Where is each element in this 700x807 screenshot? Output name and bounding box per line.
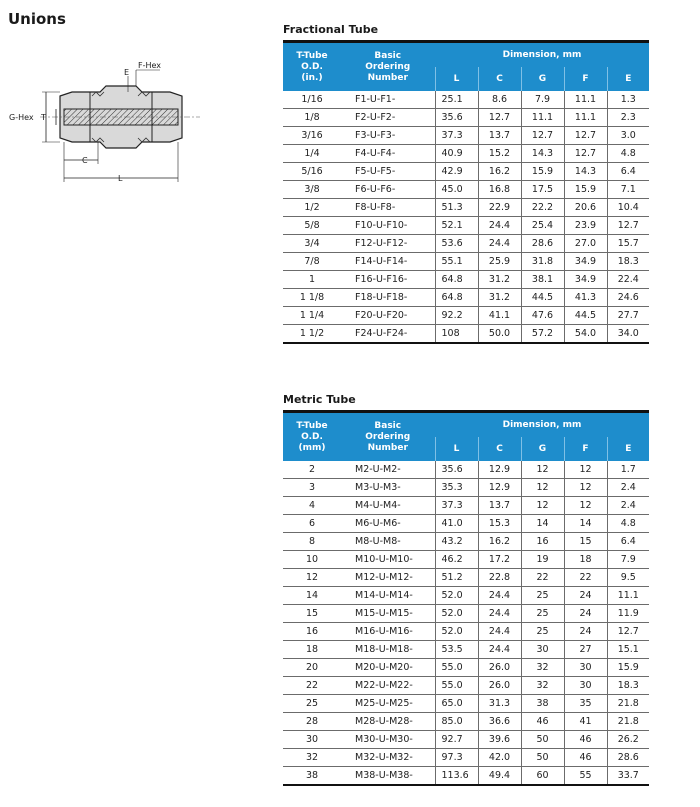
cell-ordering-number: M22-U-M22- xyxy=(341,677,435,695)
cell-dimension: 14 xyxy=(564,515,607,533)
cell-dimension: 50 xyxy=(521,749,564,767)
cell-ordering-number: F14-U-F14- xyxy=(341,253,435,271)
table-row xyxy=(283,461,649,479)
cell-dimension: 55.1 xyxy=(435,253,478,271)
metric-table-body xyxy=(283,461,649,785)
cell-ordering-number: M38-U-M38- xyxy=(341,767,435,786)
table-row xyxy=(283,497,649,515)
table-row xyxy=(283,181,649,199)
fractional-table-body xyxy=(283,91,649,343)
label-g-hex: G-Hex xyxy=(9,113,34,122)
cell-tube-od: 38 xyxy=(283,767,341,786)
cell-dimension: 12.7 xyxy=(564,127,607,145)
cell-dimension: 11.1 xyxy=(521,109,564,127)
cell-dimension: 36.6 xyxy=(478,713,521,731)
table-row xyxy=(283,623,649,641)
cell-ordering-number: F12-U-F12- xyxy=(341,235,435,253)
header-col-f: F xyxy=(564,437,607,461)
cell-dimension: 22.2 xyxy=(521,199,564,217)
cell-dimension: 11.1 xyxy=(564,91,607,109)
cell-dimension: 22.9 xyxy=(478,199,521,217)
cell-dimension: 51.3 xyxy=(435,199,478,217)
cell-dimension: 39.6 xyxy=(478,731,521,749)
cell-dimension: 55 xyxy=(564,767,607,786)
cell-tube-od: 20 xyxy=(283,659,341,677)
table-row xyxy=(283,253,649,271)
cell-dimension: 54.0 xyxy=(564,325,607,344)
cell-dimension: 12.7 xyxy=(521,127,564,145)
table-row xyxy=(283,235,649,253)
label-c: C xyxy=(82,156,88,165)
cell-ordering-number: M3-U-M3- xyxy=(341,479,435,497)
cell-tube-od: 3/16 xyxy=(283,127,341,145)
cell-ordering-number: M28-U-M28- xyxy=(341,713,435,731)
cell-dimension: 34.9 xyxy=(564,253,607,271)
cell-tube-od: 7/8 xyxy=(283,253,341,271)
cell-dimension: 60 xyxy=(521,767,564,786)
cell-tube-od: 1/8 xyxy=(283,109,341,127)
cell-dimension: 52.0 xyxy=(435,623,478,641)
cell-dimension: 27.7 xyxy=(607,307,649,325)
cell-dimension: 27 xyxy=(564,641,607,659)
cell-dimension: 11.1 xyxy=(564,109,607,127)
cell-dimension: 44.5 xyxy=(521,289,564,307)
cell-dimension: 35 xyxy=(564,695,607,713)
table-row xyxy=(283,325,649,344)
table-row xyxy=(283,551,649,569)
header-dimension: Dimension, mm xyxy=(435,42,649,68)
cell-dimension: 65.0 xyxy=(435,695,478,713)
cell-dimension: 38.1 xyxy=(521,271,564,289)
cell-tube-od: 3 xyxy=(283,479,341,497)
cell-dimension: 14.3 xyxy=(564,163,607,181)
cell-tube-od: 1 1/2 xyxy=(283,325,341,344)
cell-tube-od: 25 xyxy=(283,695,341,713)
cell-dimension: 15 xyxy=(564,533,607,551)
cell-dimension: 12.7 xyxy=(564,145,607,163)
cell-dimension: 12 xyxy=(521,461,564,479)
cell-dimension: 31.8 xyxy=(521,253,564,271)
cell-dimension: 52.0 xyxy=(435,605,478,623)
cell-dimension: 7.9 xyxy=(521,91,564,109)
header-col-f: F xyxy=(564,67,607,91)
table-row xyxy=(283,307,649,325)
cell-ordering-number: F5-U-F5- xyxy=(341,163,435,181)
cell-dimension: 13.7 xyxy=(478,497,521,515)
cell-dimension: 41.3 xyxy=(564,289,607,307)
union-fitting-diagram xyxy=(0,56,220,196)
cell-ordering-number: F24-U-F24- xyxy=(341,325,435,344)
header-col-g: G xyxy=(521,437,564,461)
cell-dimension: 13.7 xyxy=(478,127,521,145)
cell-dimension: 30 xyxy=(564,659,607,677)
cell-dimension: 19 xyxy=(521,551,564,569)
cell-tube-od: 1 1/8 xyxy=(283,289,341,307)
cell-tube-od: 3/4 xyxy=(283,235,341,253)
cell-ordering-number: M6-U-M6- xyxy=(341,515,435,533)
cell-dimension: 12 xyxy=(564,479,607,497)
cell-dimension: 24.6 xyxy=(607,289,649,307)
table-row xyxy=(283,641,649,659)
cell-dimension: 33.7 xyxy=(607,767,649,786)
cell-ordering-number: F4-U-F4- xyxy=(341,145,435,163)
cell-dimension: 45.0 xyxy=(435,181,478,199)
table-row xyxy=(283,163,649,181)
cell-dimension: 55.0 xyxy=(435,677,478,695)
cell-dimension: 46 xyxy=(564,749,607,767)
cell-dimension: 21.8 xyxy=(607,713,649,731)
cell-dimension: 18.3 xyxy=(607,253,649,271)
cell-dimension: 49.4 xyxy=(478,767,521,786)
table-row xyxy=(283,127,649,145)
cell-dimension: 22 xyxy=(521,569,564,587)
cell-dimension: 50 xyxy=(521,731,564,749)
cell-dimension: 57.2 xyxy=(521,325,564,344)
cell-dimension: 30 xyxy=(521,641,564,659)
header-col-c: C xyxy=(478,67,521,91)
cell-dimension: 25.1 xyxy=(435,91,478,109)
table-row xyxy=(283,767,649,786)
cell-ordering-number: F2-U-F2- xyxy=(341,109,435,127)
cell-dimension: 53.5 xyxy=(435,641,478,659)
cell-dimension: 14 xyxy=(521,515,564,533)
cell-dimension: 16.8 xyxy=(478,181,521,199)
cell-dimension: 18.3 xyxy=(607,677,649,695)
cell-tube-od: 1/4 xyxy=(283,145,341,163)
cell-dimension: 27.0 xyxy=(564,235,607,253)
cell-ordering-number: M18-U-M18- xyxy=(341,641,435,659)
cell-tube-od: 12 xyxy=(283,569,341,587)
table-row xyxy=(283,605,649,623)
metric-table xyxy=(283,410,649,786)
cell-ordering-number: F16-U-F16- xyxy=(341,271,435,289)
cell-ordering-number: M12-U-M12- xyxy=(341,569,435,587)
cell-dimension: 2.4 xyxy=(607,479,649,497)
cell-ordering-number: M10-U-M10- xyxy=(341,551,435,569)
cell-dimension: 26.0 xyxy=(478,659,521,677)
cell-dimension: 28.6 xyxy=(607,749,649,767)
cell-dimension: 52.1 xyxy=(435,217,478,235)
header-od: T-Tube O.D. (in.) xyxy=(283,42,341,92)
cell-dimension: 17.5 xyxy=(521,181,564,199)
cell-dimension: 32 xyxy=(521,677,564,695)
header-col-e: E xyxy=(607,67,649,91)
cell-dimension: 7.9 xyxy=(607,551,649,569)
cell-dimension: 53.6 xyxy=(435,235,478,253)
cell-dimension: 1.7 xyxy=(607,461,649,479)
table-row xyxy=(283,145,649,163)
fractional-section-title: Fractional Tube xyxy=(283,23,379,36)
table-row xyxy=(283,731,649,749)
cell-dimension: 34.9 xyxy=(564,271,607,289)
cell-dimension: 25.4 xyxy=(521,217,564,235)
table-row xyxy=(283,217,649,235)
table-row xyxy=(283,713,649,731)
cell-dimension: 42.0 xyxy=(478,749,521,767)
cell-ordering-number: M32-U-M32- xyxy=(341,749,435,767)
table-row xyxy=(283,749,649,767)
cell-dimension: 25 xyxy=(521,605,564,623)
cell-dimension: 92.7 xyxy=(435,731,478,749)
cell-dimension: 32 xyxy=(521,659,564,677)
cell-dimension: 15.9 xyxy=(521,163,564,181)
cell-dimension: 41.1 xyxy=(478,307,521,325)
cell-dimension: 16.2 xyxy=(478,163,521,181)
cell-dimension: 22.4 xyxy=(607,271,649,289)
cell-dimension: 25.9 xyxy=(478,253,521,271)
cell-dimension: 97.3 xyxy=(435,749,478,767)
cell-dimension: 64.8 xyxy=(435,289,478,307)
cell-dimension: 46.2 xyxy=(435,551,478,569)
cell-tube-od: 2 xyxy=(283,461,341,479)
cell-dimension: 24.4 xyxy=(478,217,521,235)
table-row xyxy=(283,659,649,677)
cell-ordering-number: M30-U-M30- xyxy=(341,731,435,749)
cell-dimension: 7.1 xyxy=(607,181,649,199)
cell-tube-od: 6 xyxy=(283,515,341,533)
cell-ordering-number: M16-U-M16- xyxy=(341,623,435,641)
cell-dimension: 24 xyxy=(564,605,607,623)
cell-dimension: 41 xyxy=(564,713,607,731)
cell-tube-od: 1/16 xyxy=(283,91,341,109)
cell-tube-od: 30 xyxy=(283,731,341,749)
cell-dimension: 15.1 xyxy=(607,641,649,659)
cell-dimension: 12 xyxy=(564,461,607,479)
cell-dimension: 15.2 xyxy=(478,145,521,163)
cell-dimension: 42.9 xyxy=(435,163,478,181)
table-row xyxy=(283,199,649,217)
cell-dimension: 14.3 xyxy=(521,145,564,163)
header-col-c: C xyxy=(478,437,521,461)
cell-dimension: 11.1 xyxy=(607,587,649,605)
cell-dimension: 24.4 xyxy=(478,587,521,605)
cell-dimension: 108 xyxy=(435,325,478,344)
cell-tube-od: 5/8 xyxy=(283,217,341,235)
cell-dimension: 6.4 xyxy=(607,163,649,181)
cell-dimension: 46 xyxy=(564,731,607,749)
cell-dimension: 16.2 xyxy=(478,533,521,551)
header-ordering-number: Basic Ordering Number xyxy=(341,42,435,92)
table-row xyxy=(283,677,649,695)
cell-ordering-number: F8-U-F8- xyxy=(341,199,435,217)
metric-section-title: Metric Tube xyxy=(283,393,356,406)
cell-dimension: 34.0 xyxy=(607,325,649,344)
cell-dimension: 15.9 xyxy=(564,181,607,199)
cell-ordering-number: M4-U-M4- xyxy=(341,497,435,515)
cell-ordering-number: F18-U-F18- xyxy=(341,289,435,307)
header-col-g: G xyxy=(521,67,564,91)
cell-dimension: 20.6 xyxy=(564,199,607,217)
cell-dimension: 4.8 xyxy=(607,145,649,163)
cell-dimension: 26.0 xyxy=(478,677,521,695)
table-row xyxy=(283,271,649,289)
cell-dimension: 64.8 xyxy=(435,271,478,289)
cell-ordering-number: M20-U-M20- xyxy=(341,659,435,677)
cell-dimension: 2.4 xyxy=(607,497,649,515)
cell-ordering-number: M2-U-M2- xyxy=(341,461,435,479)
table-row xyxy=(283,569,649,587)
cell-tube-od: 14 xyxy=(283,587,341,605)
cell-dimension: 38 xyxy=(521,695,564,713)
table-row xyxy=(283,587,649,605)
cell-dimension: 31.3 xyxy=(478,695,521,713)
cell-tube-od: 1 1/4 xyxy=(283,307,341,325)
header-col-e: E xyxy=(607,437,649,461)
label-t: T xyxy=(41,113,46,122)
cell-dimension: 24.4 xyxy=(478,235,521,253)
label-f-hex: F-Hex xyxy=(138,61,162,70)
cell-dimension: 55.0 xyxy=(435,659,478,677)
cell-dimension: 16 xyxy=(521,533,564,551)
cell-dimension: 15.3 xyxy=(478,515,521,533)
cell-dimension: 8.6 xyxy=(478,91,521,109)
cell-ordering-number: M14-U-M14- xyxy=(341,587,435,605)
cell-tube-od: 16 xyxy=(283,623,341,641)
cell-dimension: 23.9 xyxy=(564,217,607,235)
table-row xyxy=(283,695,649,713)
cell-dimension: 31.2 xyxy=(478,271,521,289)
cell-ordering-number: M15-U-M15- xyxy=(341,605,435,623)
cell-dimension: 2.3 xyxy=(607,109,649,127)
label-l: L xyxy=(118,174,123,183)
cell-ordering-number: F1-U-F1- xyxy=(341,91,435,109)
cell-dimension: 35.3 xyxy=(435,479,478,497)
cell-dimension: 12 xyxy=(521,497,564,515)
cell-dimension: 28.6 xyxy=(521,235,564,253)
cell-tube-od: 5/16 xyxy=(283,163,341,181)
cell-dimension: 41.0 xyxy=(435,515,478,533)
cell-dimension: 17.2 xyxy=(478,551,521,569)
cell-dimension: 21.8 xyxy=(607,695,649,713)
cell-dimension: 24.4 xyxy=(478,623,521,641)
cell-dimension: 22.8 xyxy=(478,569,521,587)
cell-dimension: 25 xyxy=(521,587,564,605)
cell-tube-od: 32 xyxy=(283,749,341,767)
fractional-table xyxy=(283,40,649,344)
cell-dimension: 85.0 xyxy=(435,713,478,731)
cell-dimension: 26.2 xyxy=(607,731,649,749)
cell-dimension: 52.0 xyxy=(435,587,478,605)
page-title: Unions xyxy=(8,10,66,28)
cell-dimension: 50.0 xyxy=(478,325,521,344)
cell-dimension: 113.6 xyxy=(435,767,478,786)
cell-dimension: 25 xyxy=(521,623,564,641)
cell-ordering-number: F6-U-F6- xyxy=(341,181,435,199)
cell-tube-od: 10 xyxy=(283,551,341,569)
cell-ordering-number: M25-U-M25- xyxy=(341,695,435,713)
cell-tube-od: 28 xyxy=(283,713,341,731)
table-row xyxy=(283,109,649,127)
cell-ordering-number: F10-U-F10- xyxy=(341,217,435,235)
cell-dimension: 10.4 xyxy=(607,199,649,217)
cell-dimension: 3.0 xyxy=(607,127,649,145)
cell-dimension: 12.7 xyxy=(478,109,521,127)
cell-dimension: 11.9 xyxy=(607,605,649,623)
table-row xyxy=(283,515,649,533)
cell-dimension: 12 xyxy=(564,497,607,515)
cell-dimension: 4.8 xyxy=(607,515,649,533)
cell-dimension: 35.6 xyxy=(435,461,478,479)
cell-dimension: 12.7 xyxy=(607,623,649,641)
cell-dimension: 44.5 xyxy=(564,307,607,325)
cell-tube-od: 1 xyxy=(283,271,341,289)
cell-dimension: 92.2 xyxy=(435,307,478,325)
header-col-l: L xyxy=(435,67,478,91)
cell-dimension: 37.3 xyxy=(435,497,478,515)
cell-dimension: 43.2 xyxy=(435,533,478,551)
cell-dimension: 24 xyxy=(564,587,607,605)
label-e: E xyxy=(124,68,130,77)
cell-dimension: 30 xyxy=(564,677,607,695)
cell-dimension: 9.5 xyxy=(607,569,649,587)
cell-dimension: 24.4 xyxy=(478,605,521,623)
table-row xyxy=(283,91,649,109)
cell-dimension: 40.9 xyxy=(435,145,478,163)
table-row xyxy=(283,479,649,497)
cell-dimension: 15.9 xyxy=(607,659,649,677)
header-od: T-Tube O.D. (mm) xyxy=(283,412,341,462)
header-ordering-number: Basic Ordering Number xyxy=(341,412,435,462)
cell-dimension: 15.7 xyxy=(607,235,649,253)
cell-ordering-number: F20-U-F20- xyxy=(341,307,435,325)
cell-dimension: 37.3 xyxy=(435,127,478,145)
cell-dimension: 47.6 xyxy=(521,307,564,325)
header-dimension: Dimension, mm xyxy=(435,412,649,438)
cell-ordering-number: M8-U-M8- xyxy=(341,533,435,551)
cell-tube-od: 8 xyxy=(283,533,341,551)
cell-tube-od: 3/8 xyxy=(283,181,341,199)
cell-dimension: 24.4 xyxy=(478,641,521,659)
cell-dimension: 24 xyxy=(564,623,607,641)
cell-tube-od: 18 xyxy=(283,641,341,659)
cell-ordering-number: F3-U-F3- xyxy=(341,127,435,145)
table-row xyxy=(283,289,649,307)
cell-dimension: 35.6 xyxy=(435,109,478,127)
cell-tube-od: 15 xyxy=(283,605,341,623)
cell-dimension: 12.9 xyxy=(478,479,521,497)
cell-dimension: 6.4 xyxy=(607,533,649,551)
header-col-l: L xyxy=(435,437,478,461)
cell-tube-od: 1/2 xyxy=(283,199,341,217)
cell-dimension: 51.2 xyxy=(435,569,478,587)
cell-dimension: 12.7 xyxy=(607,217,649,235)
cell-tube-od: 22 xyxy=(283,677,341,695)
cell-tube-od: 4 xyxy=(283,497,341,515)
table-row xyxy=(283,533,649,551)
cell-dimension: 12.9 xyxy=(478,461,521,479)
cell-dimension: 12 xyxy=(521,479,564,497)
cell-dimension: 31.2 xyxy=(478,289,521,307)
cell-dimension: 1.3 xyxy=(607,91,649,109)
cell-dimension: 46 xyxy=(521,713,564,731)
cell-dimension: 22 xyxy=(564,569,607,587)
cell-dimension: 18 xyxy=(564,551,607,569)
